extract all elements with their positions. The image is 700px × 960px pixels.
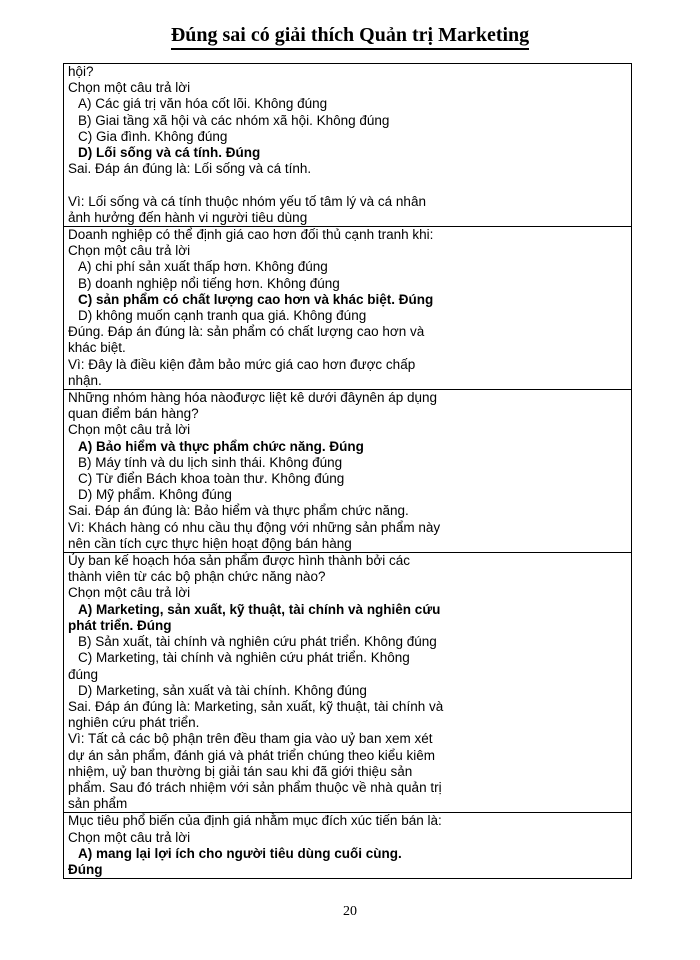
text-line: Sai. Đáp án đúng là: Lối sống và cá tính.: [68, 161, 312, 177]
answer-option: B) Giai tầng xã hội và các nhóm xã hội. Không đúng: [78, 112, 390, 128]
text-line: đúng: [68, 666, 99, 682]
answer-option: D) Marketing, sản xuất và tài chính. Không đúng: [78, 682, 367, 698]
answer-option: B) Sản xuất, tài chính và nghiên cứu phát triển. Không đúng: [78, 634, 437, 650]
answer-option-correct: A) Bảo hiểm và thực phẩm chức năng. Đúng: [78, 438, 364, 454]
text-line: Chọn một câu trả lời: [68, 829, 191, 845]
text-line: Đúng: [68, 861, 103, 877]
text-line: Những nhóm hàng hóa nàođược liệt kê dưới đâynên áp dụng: [68, 390, 438, 406]
answer-option: C) Marketing, tài chính và nghiên cứu phát triển. Không: [78, 650, 410, 666]
answer-option: D) Mỹ phẩm. Không đúng: [78, 487, 232, 503]
answer-option: A) Các giá trị văn hóa cốt lõi. Không đúng: [78, 96, 328, 112]
text-line: Chọn một câu trả lời: [68, 422, 191, 438]
answer-option: B) doanh nghiệp nổi tiếng hơn. Không đúng: [78, 275, 340, 291]
answer-option: C) Từ điển Bách khoa toàn thư. Không đúng: [78, 471, 345, 487]
text-line: ảnh hưởng đến hành vi người tiêu dùng: [68, 209, 308, 225]
question-cell: [64, 553, 631, 813]
text-line: Vì: Khách hàng có nhu cầu thụ động với những sản phẩm này: [68, 519, 441, 535]
text-line: Vì: Đây là điều kiện đảm bảo mức giá cao hơn được chấp: [68, 356, 416, 372]
text-line: Doanh nghiệp có thể định giá cao hơn đối thủ cạnh tranh khi:: [68, 227, 434, 243]
text-line: Ủy ban kế hoạch hóa sản phẩm được hình thành bởi các: [68, 553, 410, 569]
answer-option-correct: A) mang lại lợi ích cho người tiêu dùng cuối cùng.: [78, 845, 402, 861]
question-cell: [64, 227, 631, 390]
text-line: Chọn một câu trả lời: [68, 80, 191, 96]
text-line: dự án sản phẩm, đánh giá và phát triển chúng theo kiểu kiêm: [68, 747, 436, 763]
text-line: nhận.: [68, 372, 102, 388]
text-line: Sai. Đáp án đúng là: Marketing, sản xuất, kỹ thuật, tài chính và: [68, 698, 444, 714]
text-line: Vì: Tất cả các bộ phận trên đều tham gia vào uỷ ban xem xét: [68, 731, 433, 747]
page-title: [0, 24, 700, 47]
question-cell: [64, 813, 631, 879]
text-line: Sai. Đáp án đúng là: Bảo hiểm và thực phẩm chức năng.: [68, 503, 409, 519]
answer-option: C) Gia đình. Không đúng: [78, 128, 228, 144]
text-line: Chọn một câu trả lời: [68, 585, 191, 601]
question-cell: [64, 390, 631, 553]
question-cell: [64, 64, 631, 227]
page-title-text: Đúng sai có giải thích Quản trị Marketing: [170, 24, 530, 46]
answer-option: A) chi phí sản xuất thấp hơn. Không đúng: [78, 259, 328, 275]
text-line: [68, 177, 627, 193]
text-line: nên cần tích cực thực hiện hoạt động bán hàng: [68, 535, 352, 551]
text-line: phẩm. Sau đó trách nhiệm với sản phẩm thuộc về nhà quản trị: [68, 779, 442, 795]
answer-option-correct: C) sản phẩm có chất lượng cao hơn và khác biệt. Đúng: [78, 291, 434, 307]
text-line: Mục tiêu phổ biến của định giá nhằm mục đích xúc tiến bán là:: [68, 813, 442, 829]
text-line: Vì: Lối sống và cá tính thuộc nhóm yếu tố tâm lý và cá nhân: [68, 193, 426, 209]
answer-option: D) không muốn cạnh tranh qua giá. Không đúng: [78, 308, 367, 324]
question-table: [63, 63, 632, 879]
text-line: nghiên cứu phát triển.: [68, 715, 200, 731]
text-line: Chọn một câu trả lời: [68, 243, 191, 259]
text-line: khác biệt.: [68, 340, 126, 356]
text-line: quan điểm bán hàng?: [68, 406, 199, 422]
text-line: Đúng. Đáp án đúng là: sản phẩm có chất lượng cao hơn và: [68, 324, 425, 340]
answer-option-correct: D) Lối sống và cá tính. Đúng: [78, 145, 261, 161]
page-number: 20: [343, 904, 357, 919]
text-line: hội?: [68, 64, 94, 79]
text-line: phát triển. Đúng: [68, 617, 172, 633]
text-line: sản phẩm: [68, 796, 128, 812]
answer-option-correct: A) Marketing, sản xuất, kỹ thuật, tài chính và nghiên cứu: [78, 601, 441, 617]
answer-option: B) Máy tính và du lịch sinh thái. Không đúng: [78, 454, 343, 470]
text-line: thành viên từ các bộ phận chức năng nào?: [68, 569, 326, 585]
text-line: nhiệm, uỷ ban thường bị giải tán sau khi đã giới thiệu sản: [68, 763, 413, 779]
